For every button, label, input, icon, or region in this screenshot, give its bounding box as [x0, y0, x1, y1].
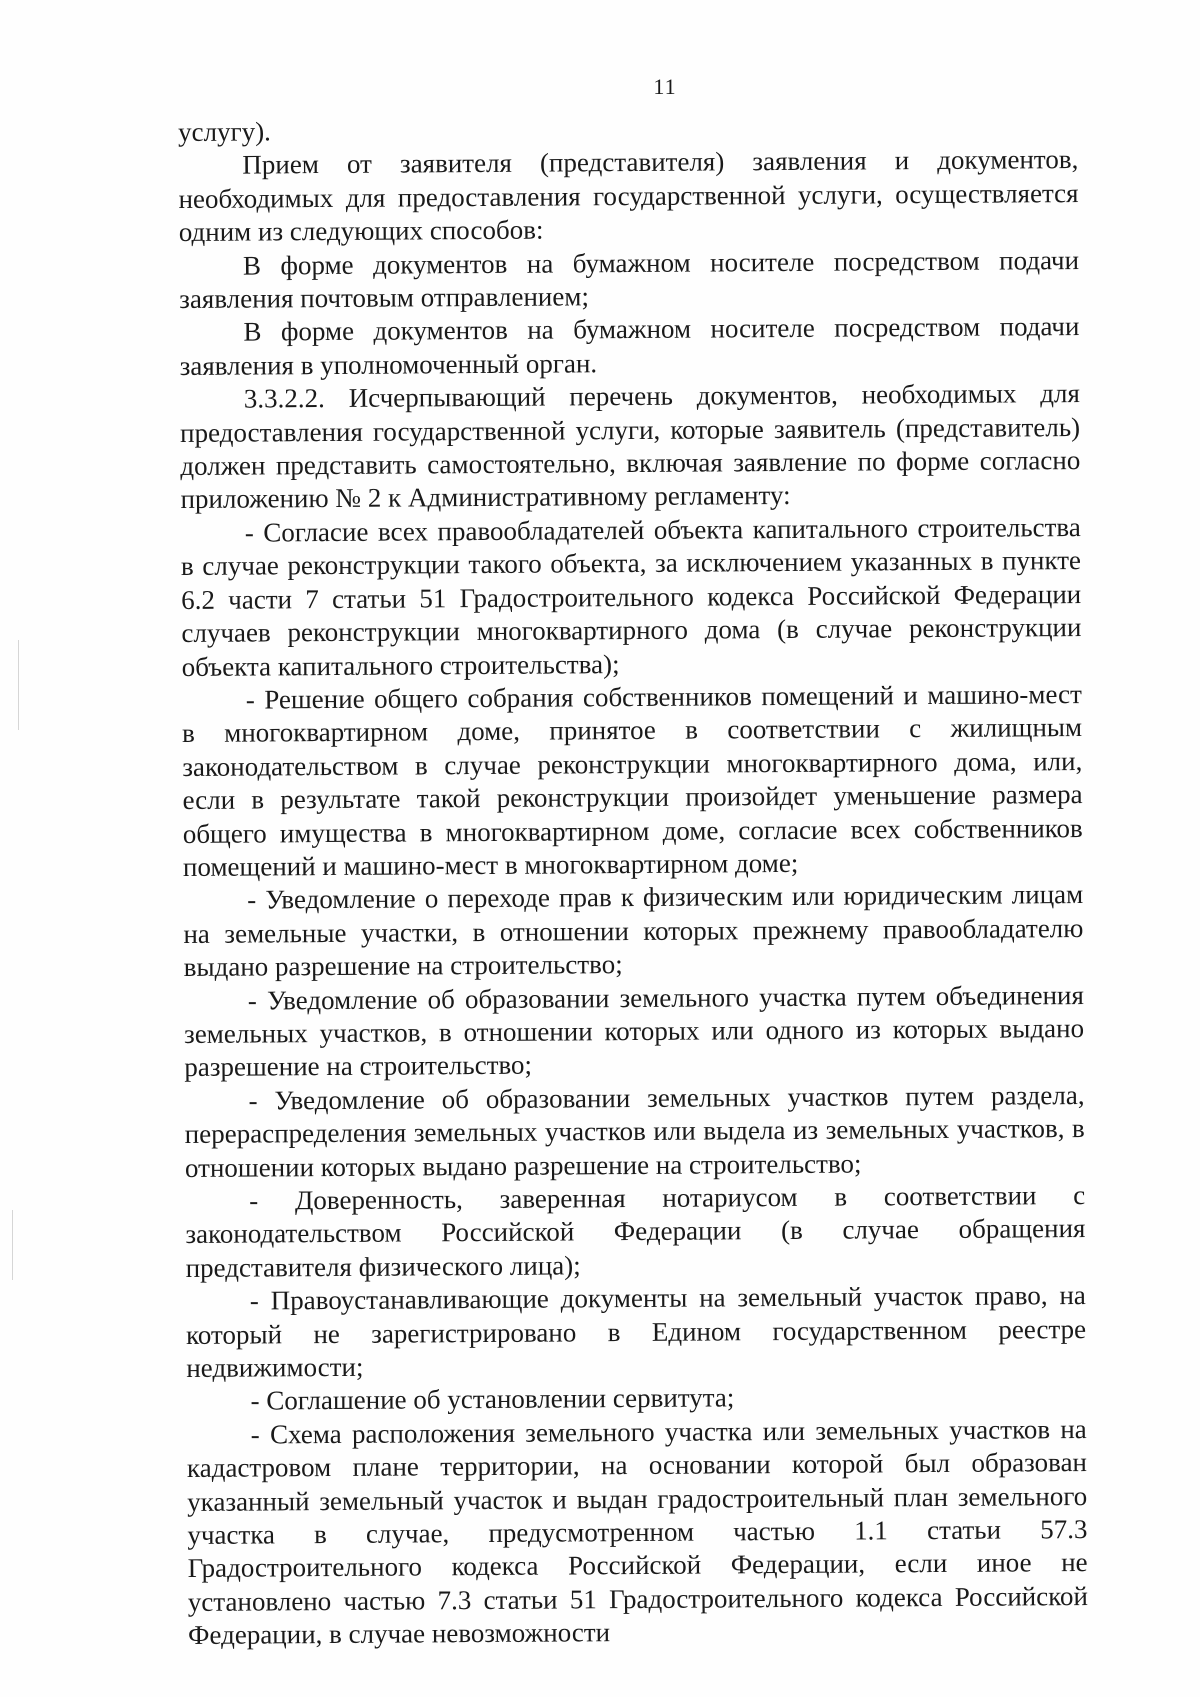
scan-artifact-line	[12, 1210, 13, 1280]
list-item: - Доверенность, заверенная нотариусом в соответствии с законодательством Российской Федерации (в случае обращения представителя физического лица);	[185, 1180, 1086, 1283]
list-item: - Решение общего собрания собственников помещений и машино-мест в многоквартирном доме, принятое в соответствии с жилищным законодательством в случае реконструкции многоквартирного дома, или, если в результате такой реконструкции произойдет уменьшение размера общего имущества в многоквартирном доме, согласие всех собственников помещений и машино-мест в многоквартирном доме;	[181, 678, 1083, 882]
page-number: 11	[653, 74, 677, 99]
list-item: - Правоустанавливающие документы на земельный участок право, на который не зарегистрировано в Едином государственном реестре недвижимости;	[185, 1280, 1087, 1384]
paragraph: В форме документов на бумажном носителе посредством подачи заявления почтовым отправлением;	[179, 244, 1080, 315]
section-heading-paragraph: 3.3.2.2. Исчерпывающий перечень документов, необходимых для предоставления государственной услуги, которые заявитель (представитель) должен представить самостоятельно, включая заявление по форме согласно приложению № 2 к Административному регламенту:	[180, 378, 1081, 515]
list-item: - Согласие всех правообладателей объекта капитального строительства в случае реконструкции такого объекта, за исключением указанных в пункте 6.2 части 7 статьи 51 Градостроительного кодекса Российской Федерации случаев реконструкции многоквартирного дома (в случае реконструкции объекта капитального строительства);	[180, 511, 1082, 682]
list-item: - Соглашение об установлении сервитута;	[250, 1382, 735, 1416]
list-item: - Уведомление об образовании земельных участков путем раздела, перераспределения земельных участков или выдела из земельных участков, в отношении которых выдано разрешение на строительство;	[184, 1079, 1085, 1183]
paragraph: В форме документов на бумажном носителе посредством подачи заявления в уполномоченный орган.	[179, 311, 1080, 381]
paragraph: услугу).	[178, 116, 271, 147]
list-item: - Схема расположения земельного участка или земельных участков на кадастровом плане территории, на основании которой был образован указанный земельный участок и выдан градостроительный план земельного участка в случае, предусмотренном частью 1.1 статьи 57.3 Градостроительного кодекса Российской Федерации, если иное не установлено частью 7.3 статьи 51 Градостроительного кодекса Российской Федерации, в случае невозможности	[186, 1413, 1088, 1651]
list-item: - Уведомление о переходе прав к физическим или юридическим лицам на земельные участки, в отношении которых прежнему правообладателю выдано разрешение на строительство;	[183, 879, 1084, 983]
scan-artifact-line	[18, 640, 19, 730]
list-item: - Уведомление об образовании земельного участка путем объединения земельных участков, в отношении которых или одного из которых выдано разрешение на строительство;	[183, 979, 1085, 1083]
document-body	[178, 110, 1088, 1653]
paragraph: Прием от заявителя (представителя) заявления и документов, необходимых для предоставления государственной услуги, осуществляется одним из следующих способов:	[178, 144, 1079, 248]
